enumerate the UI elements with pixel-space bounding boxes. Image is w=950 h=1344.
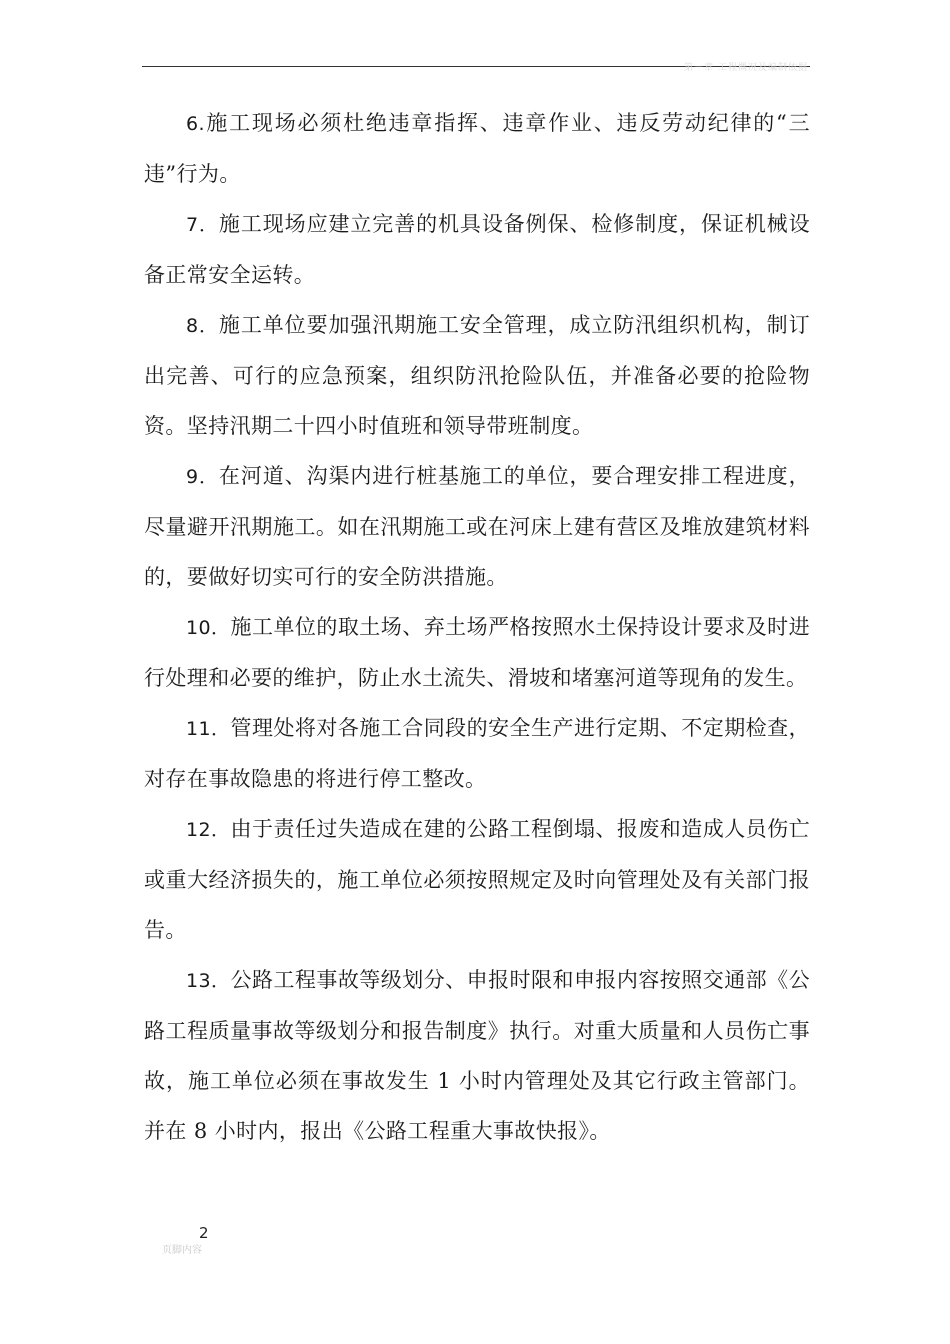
paragraph-8 [144,300,810,451]
paragraph-9 [144,451,810,602]
document-body [144,98,810,1156]
paragraph-text: 施工单位要加强汛期施工安全管理，成立防汛组织机构，制订出完善、可行的应急预案，组织防汛抢险队伍，并准备必要的抢险物资。坚持汛期二十四小时值班和领导带班制度。 [144,313,810,438]
paragraph-12 [144,804,810,955]
paragraph-text: 施工单位的取土场、弃土场严格按照水土保持设计要求及时进行处理和必要的维护，防止水土流失、滑坡和堵塞河道等现角的发生。 [144,615,810,690]
paragraph-11 [144,703,810,804]
paragraph-text: 公路工程事故等级划分、申报时限和申报内容按照交通部《公路工程质量事故等级划分和报告制度》执行。对重大质量和人员伤亡事故，施工单位必须在事故发生 1 小时内管理处及其它行政主管部门。并在 8 小时内，报出《公路工程重大事故快报》。 [144,968,810,1143]
paragraph-number: 8． [186,315,219,337]
paragraph-text: 施工现场必须杜绝违章指挥、违章作业、违反劳动纪律的“三违”行为。 [144,111,810,186]
paragraph-number: 10． [186,617,231,639]
header-text: 第一章 工程概况及编制依据 [684,63,808,73]
paragraph-13 [144,955,810,1156]
paragraph-number: 11． [186,718,231,740]
paragraph-text: 管理处将对各施工合同段的安全生产进行定期、不定期检查，对存在事故隐患的将进行停工整改。 [144,716,810,791]
paragraph-number: 12． [186,819,231,841]
paragraph-text: 在河道、沟渠内进行桩基施工的单位，要合理安排工程进度，尽量避开汛期施工。如在汛期施工或在河床上建有营区及堆放建筑材料的，要做好切实可行的安全防洪措施。 [144,464,810,589]
paragraph-7 [144,199,810,300]
paragraph-text: 由于责任过失造成在建的公路工程倒塌、报废和造成人员伤亡或重大经济损失的，施工单位必须按照规定及时向管理处及有关部门报告。 [144,817,810,942]
paragraph-number: 7． [186,214,219,236]
paragraph-number: 13． [186,970,231,992]
paragraph-number: 6. [186,113,205,135]
page-number: 2 [199,1224,209,1242]
footer-text: 页脚内容 [162,1245,202,1256]
paragraph-text: 施工现场应建立完善的机具设备例保、检修制度，保证机械设备正常安全运转。 [144,212,810,287]
paragraph-number: 9． [186,466,219,488]
paragraph-6 [144,98,810,199]
paragraph-10 [144,602,810,703]
